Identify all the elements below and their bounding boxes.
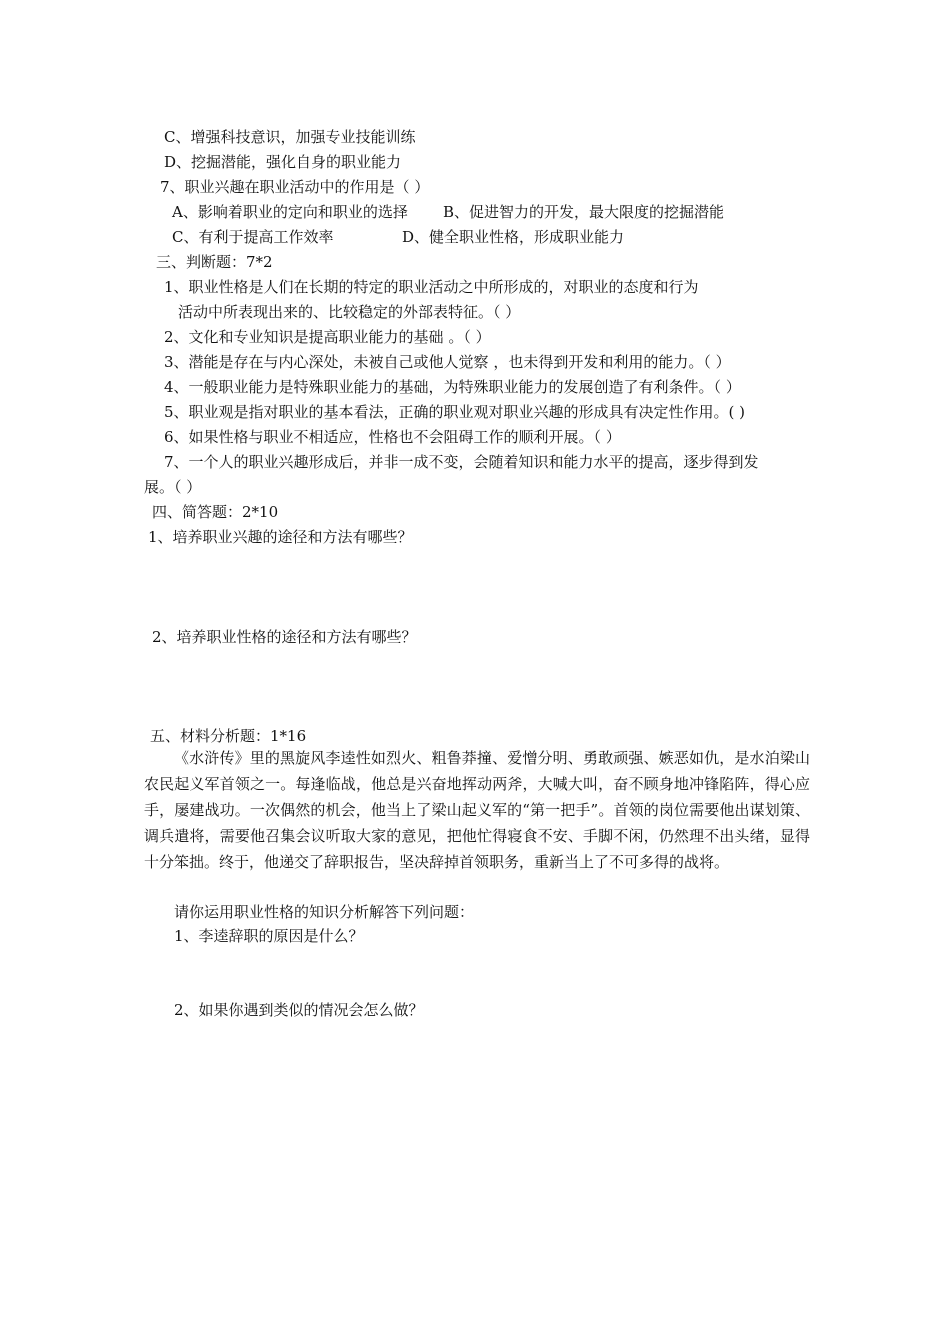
section-four-heading: 四、简答题：2*10 [152, 503, 279, 521]
q7-option-b: B、促进智力的开发，最大限度的挖掘潜能 [443, 203, 725, 221]
q6-option-d: D、挖掘潜能，强化自身的职业能力 [164, 153, 402, 171]
judge-item-4: 4、一般职业能力是特殊职业能力的基础，为特殊职业能力的发展创造了有利条件。（ ） [164, 378, 741, 396]
judge-item-7-line-1: 7、一个人的职业兴趣形成后，并非一成不变，会随着知识和能力水平的提高，逐步得到发 [164, 453, 759, 471]
judge-item-3: 3、潜能是存在与内心深处，未被自己或他人觉察 ，也未得到开发和利用的能力。（ ） [164, 353, 731, 371]
analysis-q2: 2、如果你遇到类似的情况会怎么做？ [174, 1001, 424, 1019]
section-three-heading: 三、判断题：7*2 [156, 253, 273, 271]
analysis-q1: 1、李逵辞职的原因是什么？ [174, 927, 364, 945]
section-five-heading: 五、材料分析题：1*16 [150, 727, 307, 745]
q7-stem: 7、职业兴趣在职业活动中的作用是（ ） [160, 178, 430, 196]
judge-item-5: 5、职业观是指对职业的基本看法，正确的职业观对职业兴趣的形成具有决定性作用。( ) [164, 403, 746, 421]
short-answer-q2: 2、培养职业性格的途径和方法有哪些？ [152, 628, 417, 646]
judge-item-1-line-1: 1、职业性格是人们在长期的特定的职业活动之中所形成的，对职业的态度和行为 [164, 278, 699, 296]
judge-item-1-line-2: 活动中所表现出来的、比较稳定的外部表特征。（ ） [178, 303, 521, 321]
material-passage-text: 《水浒传》里的黑旋风李逵性如烈火、粗鲁莽撞、爱憎分明、勇敢顽强、嫉恶如仇，是水泊梁山农民起义军首领之一。每逢临战，他总是兴奋地挥动两斧，大喊大叫，奋不顾身地冲锋陷阵，得心应手，屡建战功。一次偶然的机会，他当上了梁山起义军的“第一把手”。首领的岗位需要他出谋划策、调兵遣将，需要他召集会议听取大家的意见，把他忙得寝食不安、手脚不闲，仍然理不出头绪，显得十分笨拙。终于，他递交了辞职报告，坚决辞掉首领职务，重新当上了不可多得的战将。 [144, 749, 810, 871]
judge-item-6: 6、如果性格与职业不相适应，性格也不会阻碍工作的顺利开展。（ ） [164, 428, 621, 446]
material-passage [144, 745, 810, 875]
judge-item-7-line-2: 展。（ ） [144, 478, 202, 496]
judge-item-2: 2、文化和专业知识是提高职业能力的基础 。（ ） [164, 328, 491, 346]
q7-option-c: C、有利于提高工作效率 [172, 228, 334, 246]
q7-option-a: A、影响着职业的定向和职业的选择 [172, 203, 408, 221]
q6-option-c: C、增强科技意识，加强专业技能训练 [164, 128, 416, 146]
q7-option-d: D、健全职业性格，形成职业能力 [402, 228, 625, 246]
short-answer-q1: 1、培养职业兴趣的途径和方法有哪些？ [148, 528, 413, 546]
analysis-instruction: 请你运用职业性格的知识分析解答下列问题： [174, 903, 475, 921]
